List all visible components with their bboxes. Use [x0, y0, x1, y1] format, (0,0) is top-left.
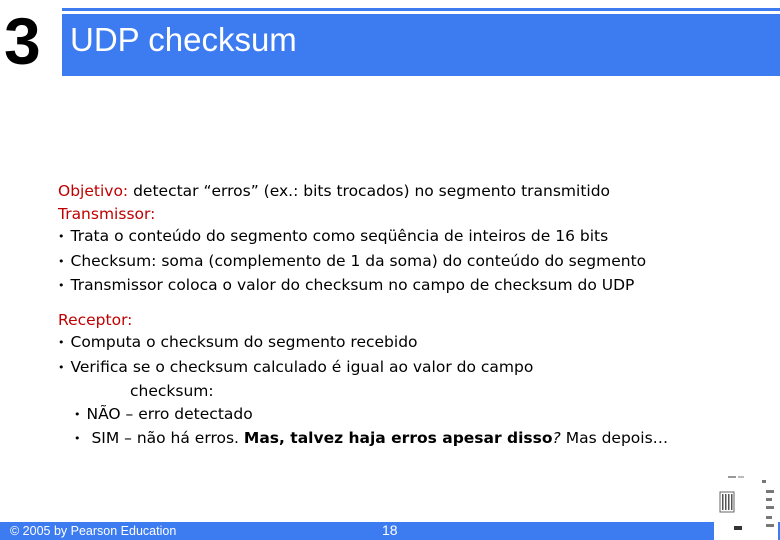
book-cover-icon: [714, 470, 778, 540]
receptor-item: • Computa o checksum do segmento recebido: [58, 331, 758, 356]
slide-content: [58, 180, 758, 452]
receptor-item: • Verifica se o checksum calculado é igual ao valor do campo: [58, 356, 758, 381]
sim-item-bold: Mas, talvez haja erros apesar disso: [243, 429, 553, 447]
transmissor-item: • Checksum: soma (complemento de 1 da soma) do conteúdo do segmento: [58, 250, 758, 275]
footer-copyright: © 2005 by Pearson Education: [10, 524, 177, 538]
objetivo-line: [58, 180, 758, 203]
header-top-line: [62, 8, 780, 11]
sim-item-italic: ?: [552, 429, 561, 447]
transmissor-item: • Trata o conteúdo do segmento como seqüência de inteiros de 16 bits: [58, 225, 758, 250]
receptor-label: Receptor:: [58, 310, 133, 329]
slide-title: UDP checksum: [70, 21, 297, 58]
transmissor-item: • Transmissor coloca o valor do checksum no campo de checksum do UDP: [58, 274, 758, 299]
sim-item-prefix: SIM – não há erros.: [91, 429, 244, 447]
footer-page-number: 18: [382, 522, 398, 538]
receptor-continuation: checksum:: [130, 382, 214, 400]
sim-item-suffix: Mas depois…: [560, 429, 669, 447]
objetivo-text: detectar “erros” (ex.: bits trocados) no segmento transmitido: [128, 182, 611, 200]
chapter-number: 3: [4, 4, 41, 78]
objetivo-label: Objetivo:: [58, 182, 129, 200]
nao-item: • NÃO – erro detectado: [58, 403, 758, 428]
spacer: [58, 299, 758, 309]
sim-item: [58, 427, 758, 452]
transmissor-label: Transmissor:: [58, 204, 156, 223]
